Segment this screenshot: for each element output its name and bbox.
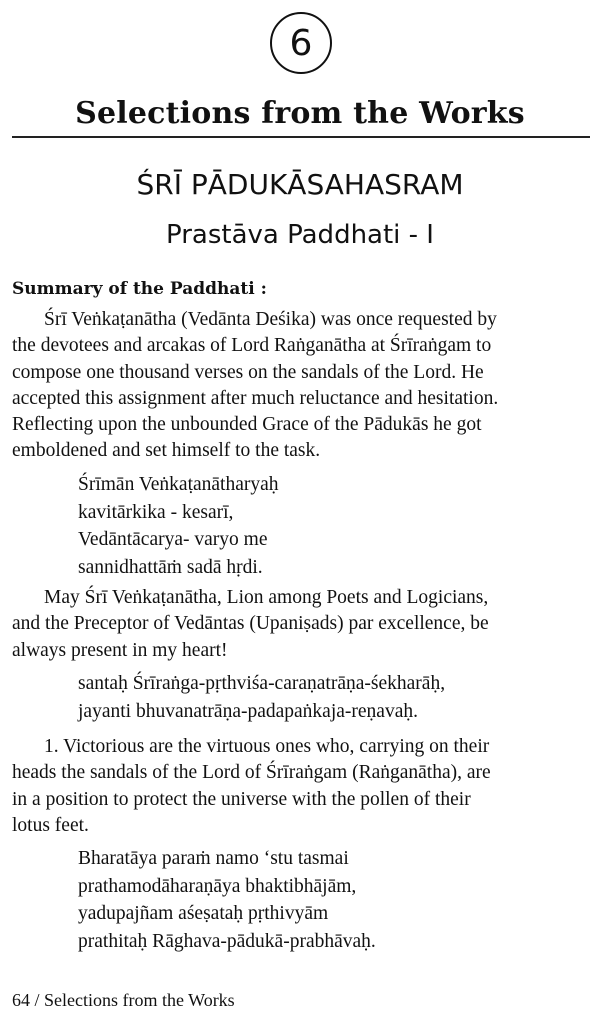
title-divider <box>12 136 590 138</box>
chapter-number: 6 <box>289 22 313 64</box>
paragraph-3 <box>12 734 597 839</box>
paragraph-line: always present in my heart! <box>12 639 228 661</box>
paragraph-2 <box>12 585 597 664</box>
work-title: ŚRĪ PĀDUKĀSAHASRAM <box>136 168 464 201</box>
page-footer: 64 / Selections from the Works <box>12 990 235 1010</box>
chapter-number-badge <box>270 12 332 74</box>
paragraph-1 <box>12 307 597 465</box>
verse-1 <box>78 471 279 581</box>
paragraph-line: in a position to protect the universe with the pollen of their <box>12 788 471 810</box>
verse-line: Vedāntācarya- varyo me <box>78 529 268 550</box>
paragraph-line: heads the sandals of the Lord of Śrīraṅgam (Raṅganātha), are <box>12 762 491 784</box>
verse-line: jayanti bhuvanatrāṇa-padapaṅkaja-reṇavaḥ. <box>78 700 418 722</box>
verse-line: yadupajñam aśeṣataḥ pṛthivyām <box>78 903 329 924</box>
paragraph-line: May Śrī Veṅkaṭanātha, Lion among Poets and Logicians, <box>44 587 489 608</box>
section-title: Prastāva Paddhati - I <box>166 220 434 250</box>
paragraph-line: accepted this assignment after much reluctance and hesitation. <box>12 387 499 409</box>
paragraph-line: emboldened and set himself to the task. <box>12 440 321 462</box>
verse-line: kavitārkika - kesarī, <box>78 501 234 523</box>
verse-line: Bharatāya paraṁ namo ‘stu tasmai <box>78 848 349 869</box>
paragraph-line: compose one thousand verses on the sandals of the Lord. He <box>12 361 484 383</box>
verse-line: Śrīmān Veṅkaṭanātharyaḥ <box>78 474 279 495</box>
verse-line: sannidhattāṁ sadā hṛdi. <box>78 556 263 578</box>
verse-line: prathamodāharaṇāya bhaktibhājām, <box>78 875 357 897</box>
verse-3 <box>78 845 376 955</box>
paragraph-line: the devotees and arcakas of Lord Raṅganātha at Śrīraṅgam to <box>12 335 492 357</box>
verse-line: santaḥ Śrīraṅga-pṛthviśa-caraṇatrāṇa-śekharāḥ, <box>78 673 446 694</box>
chapter-title: Selections from the Works <box>75 96 525 131</box>
paragraph-line: 1. Victorious are the virtuous ones who, carrying on their <box>44 736 490 757</box>
paragraph-line: and the Preceptor of Vedāntas (Upaniṣads) par excellence, be <box>12 613 489 635</box>
paragraph-line: lotus feet. <box>12 814 89 836</box>
verse-2 <box>78 670 445 725</box>
paragraph-line: Śrī Veṅkaṭanātha (Vedānta Deśika) was once requested by <box>44 309 497 330</box>
paragraph-line: Reflecting upon the unbounded Grace of the Pādukās he got <box>12 414 482 436</box>
summary-heading: Summary of the Paddhati : <box>12 279 267 299</box>
verse-line: prathitaḥ Rāghava-pādukā-prabhāvaḥ. <box>78 930 376 952</box>
